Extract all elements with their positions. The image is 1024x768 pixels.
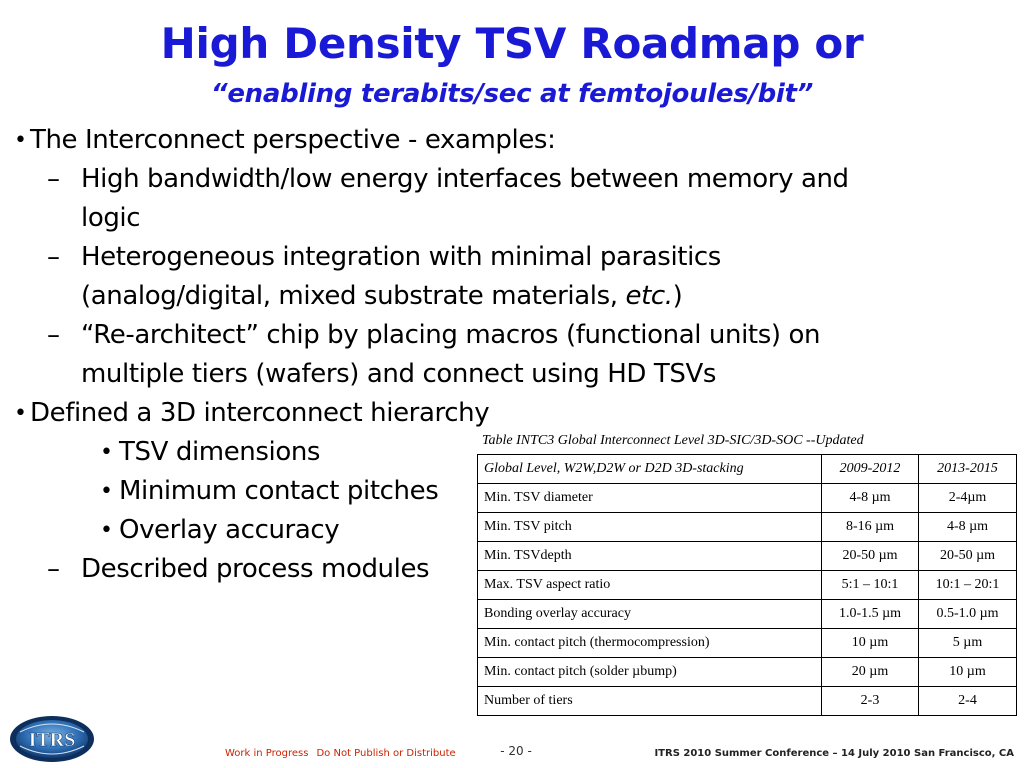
table-row	[478, 484, 1017, 513]
table-row	[478, 687, 1017, 716]
sub-bullet-text	[81, 277, 934, 316]
table-cell: Min. TSV pitch	[478, 513, 822, 542]
table-cell: Number of tiers	[478, 687, 822, 716]
sub-bullet-rearchitect	[14, 316, 934, 394]
bullet-text: The Interconnect perspective - examples:	[30, 125, 556, 155]
table-cell: Min. TSV diameter	[478, 484, 822, 513]
table-row	[478, 513, 1017, 542]
sub-bullet-text: Heterogeneous integration with minimal parasitics	[81, 242, 721, 272]
sub-bullet-text: Minimum contact pitches	[119, 476, 439, 506]
bullet-interconnect-perspective	[14, 121, 934, 160]
table-cell: 2-4µm	[919, 484, 1017, 513]
table-cell: 2-3	[822, 687, 919, 716]
slide-subtitle: “enabling terabits/sec at femtojoules/bit”	[210, 79, 814, 109]
footer-status	[225, 748, 456, 759]
table-cell: 10:1 – 20:1	[919, 571, 1017, 600]
close-paren: )	[672, 281, 683, 311]
sub-bullet-text: multiple tiers (wafers) and connect using HD TSVs	[81, 359, 717, 389]
table-header-cell: Global Level, W2W,D2W or D2D 3D-stacking	[478, 455, 822, 484]
itrs-logo	[8, 712, 96, 764]
table-row	[478, 571, 1017, 600]
dash-icon: –	[47, 320, 60, 350]
slide-title: High Density TSV Roadmap or	[160, 19, 864, 68]
sub-bullet-text-part: (analog/digital, mixed substrate materials,	[81, 281, 626, 311]
table-cell: 1.0-1.5 µm	[822, 600, 919, 629]
table-cell: 4-8 µm	[822, 484, 919, 513]
table-caption: Table INTC3 Global Interconnect Level 3D-SIC/3D-SOC --Updated	[482, 433, 864, 448]
table-cell: Min. contact pitch (thermocompression)	[478, 629, 822, 658]
table-cell: 5 µm	[919, 629, 1017, 658]
table-row	[478, 629, 1017, 658]
footer-work-in-progress: Work in Progress	[225, 748, 309, 759]
sub-bullet-text: High bandwidth/low energy interfaces between memory and	[81, 164, 849, 194]
sub-bullet-bandwidth	[14, 160, 934, 238]
table-header-row	[478, 455, 1017, 484]
sub-bullet-text: TSV dimensions	[119, 437, 321, 467]
bullet-dot-icon: •	[100, 518, 113, 543]
bullet-dot-icon: •	[14, 401, 27, 426]
table-row	[478, 658, 1017, 687]
table-cell: 10 µm	[919, 658, 1017, 687]
sub-bullet-text: Described process modules	[81, 554, 430, 584]
bullet-text: Defined a 3D interconnect hierarchy	[30, 398, 490, 428]
table-cell: 10 µm	[822, 629, 919, 658]
sub-bullet-text: Overlay accuracy	[119, 515, 340, 545]
roadmap-table	[477, 454, 1017, 716]
table-header-cell: 2009-2012	[822, 455, 919, 484]
table-cell: Min. contact pitch (solder µbump)	[478, 658, 822, 687]
dash-icon: –	[47, 554, 60, 584]
sub-bullet-text: logic	[81, 203, 141, 233]
table-cell: 20 µm	[822, 658, 919, 687]
page-number: - 20 -	[500, 744, 532, 758]
footer-do-not-publish: Do Not Publish or Distribute	[316, 748, 456, 759]
table-cell: 0.5-1.0 µm	[919, 600, 1017, 629]
sub-bullet-heterogeneous	[14, 238, 934, 316]
table-row	[478, 542, 1017, 571]
sub-bullet-text: “Re-architect” chip by placing macros (functional units) on	[81, 320, 821, 350]
dash-icon: –	[47, 164, 60, 194]
table-cell: 4-8 µm	[919, 513, 1017, 542]
bullet-dot-icon: •	[100, 440, 113, 465]
table-cell: Min. TSVdepth	[478, 542, 822, 571]
table-row	[478, 600, 1017, 629]
bullet-hierarchy	[14, 394, 934, 433]
etc-text: etc.	[625, 281, 673, 311]
table-cell: 20-50 µm	[919, 542, 1017, 571]
dash-icon: –	[47, 242, 60, 272]
bullet-dot-icon: •	[14, 128, 27, 153]
table-cell: 20-50 µm	[822, 542, 919, 571]
table-cell: 2-4	[919, 687, 1017, 716]
footer-conference: ITRS 2010 Summer Conference – 14 July 2010 San Francisco, CA	[654, 748, 1014, 759]
table-cell: 5:1 – 10:1	[822, 571, 919, 600]
bullet-dot-icon: •	[100, 479, 113, 504]
table-cell: Bonding overlay accuracy	[478, 600, 822, 629]
logo-text: ITRS	[28, 729, 76, 751]
table-header-cell: 2013-2015	[919, 455, 1017, 484]
table-cell: Max. TSV aspect ratio	[478, 571, 822, 600]
table-cell: 8-16 µm	[822, 513, 919, 542]
